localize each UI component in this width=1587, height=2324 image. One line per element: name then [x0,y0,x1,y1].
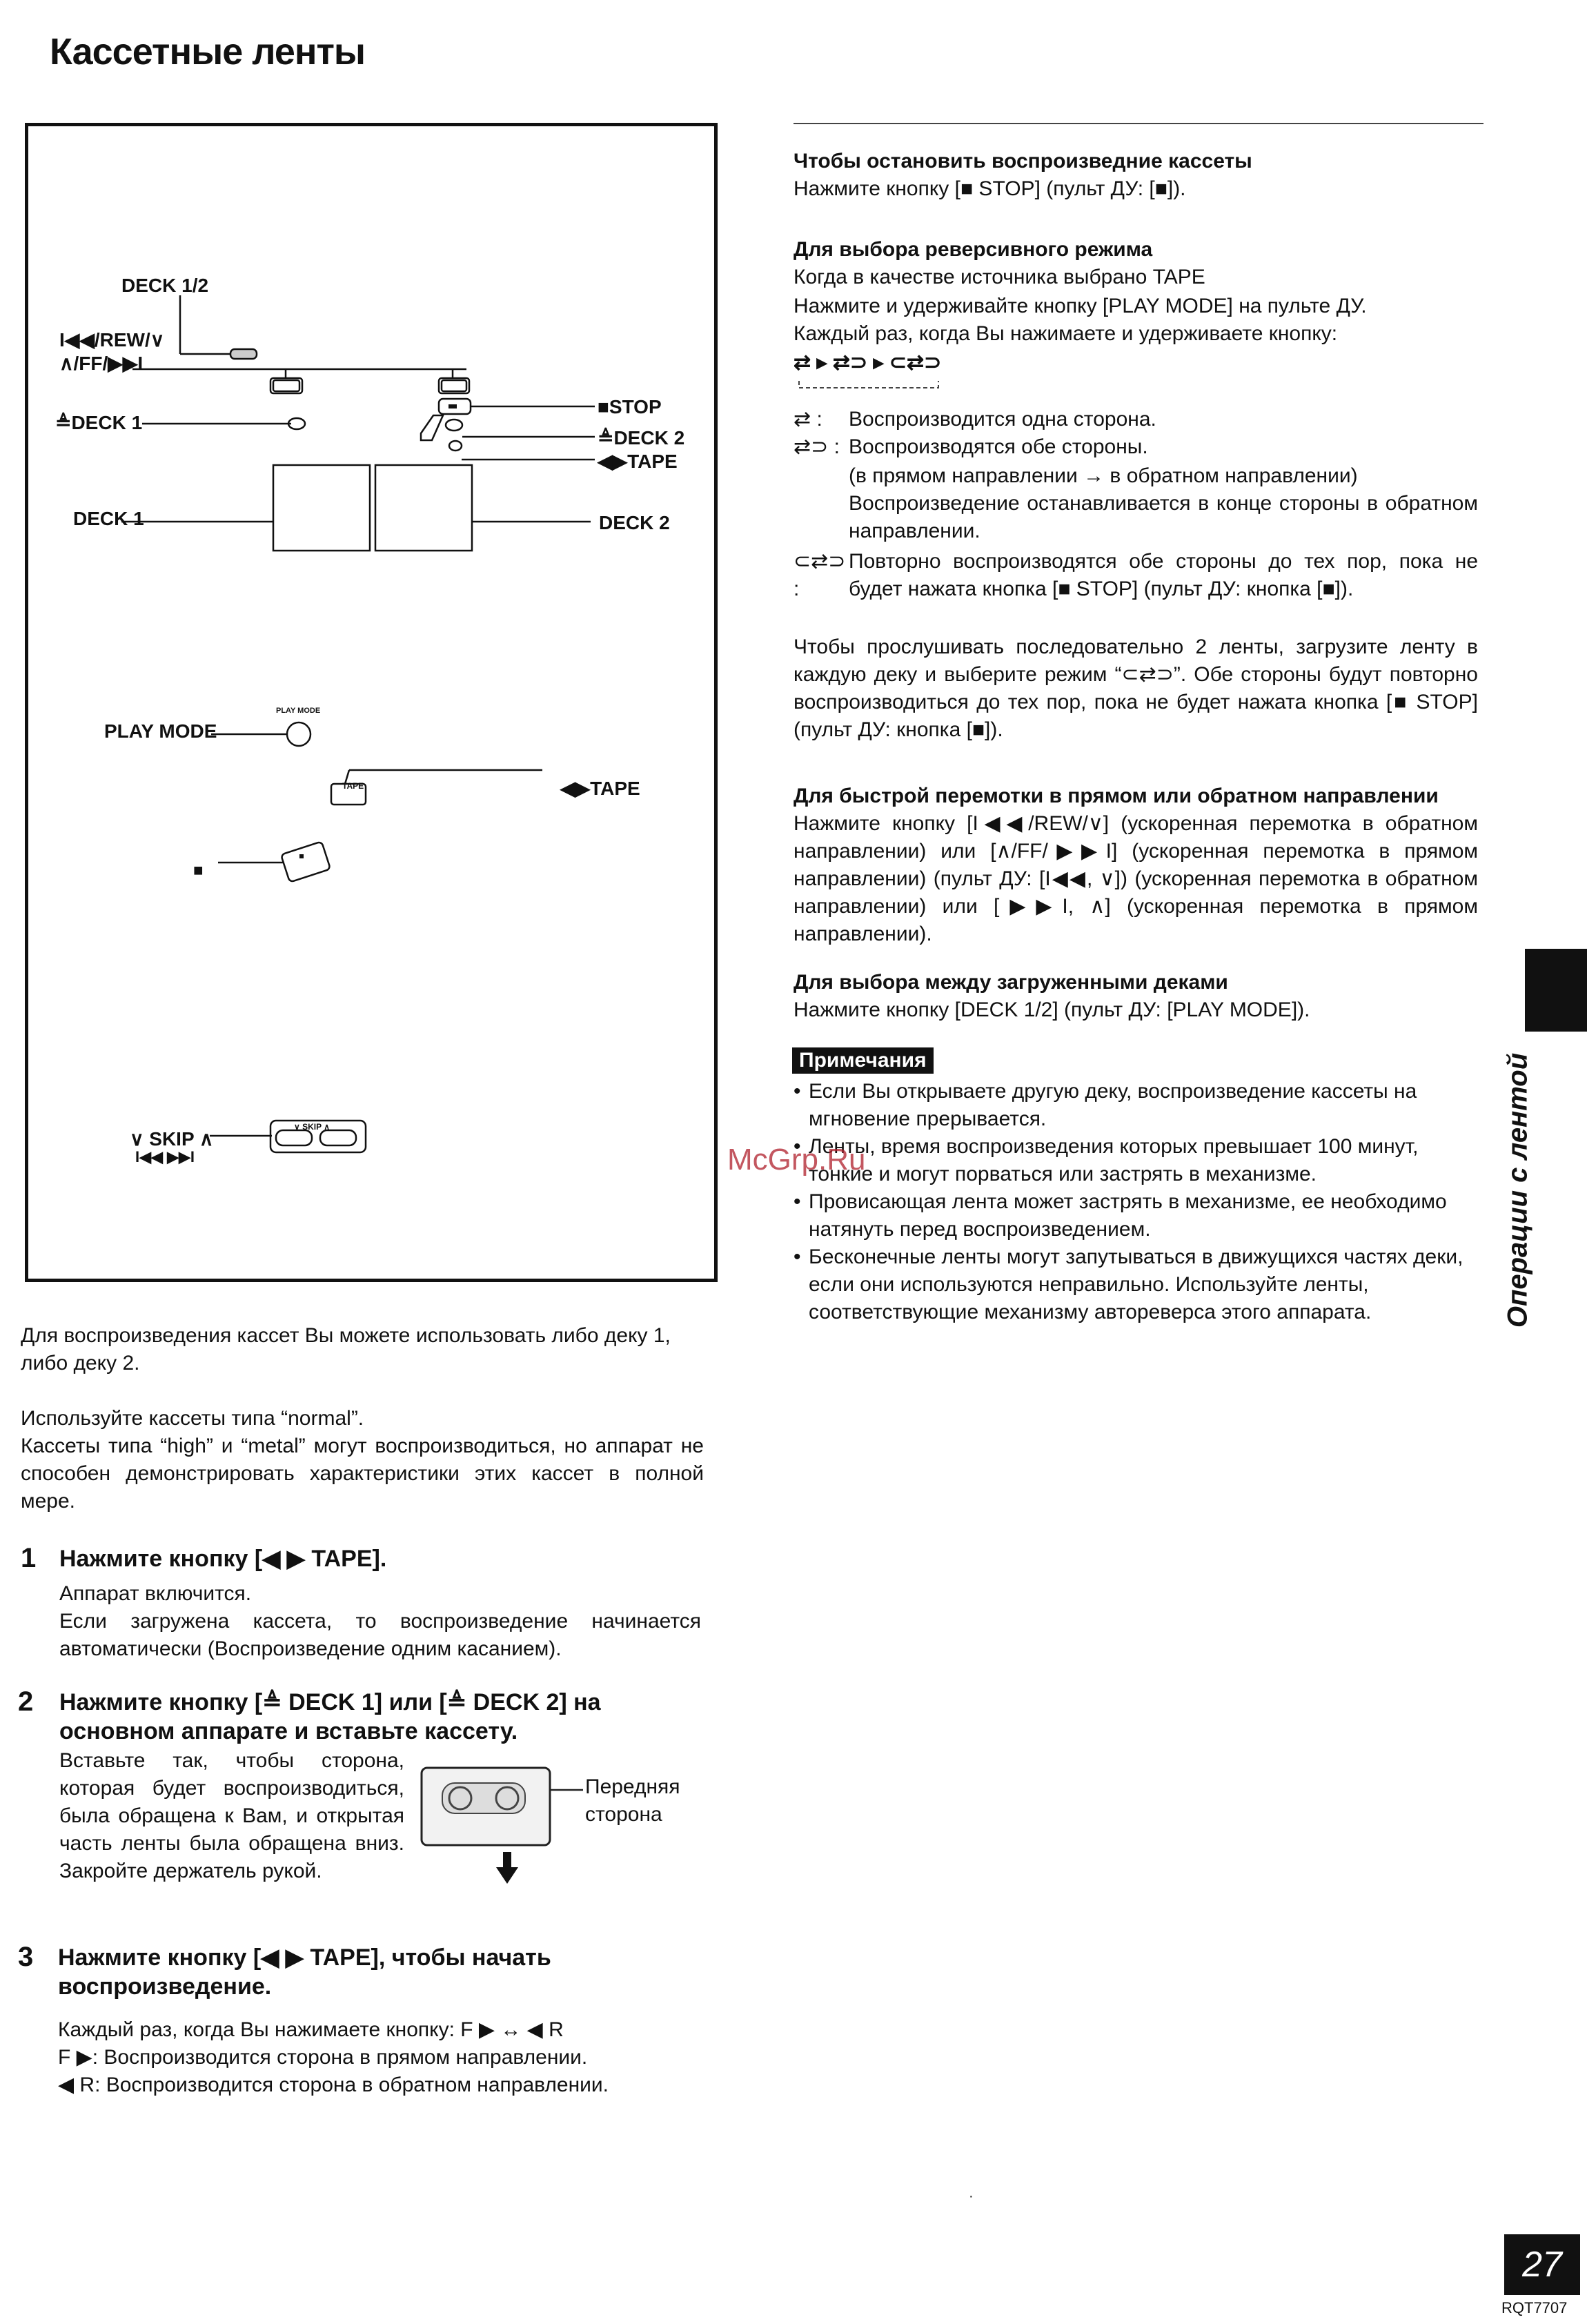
step1-title: Нажмите кнопку [◀ ▶ TAPE]. [59,1546,387,1572]
page-number: 27 [1504,2234,1580,2295]
reverse-sequence: ⇄ ▸ ⇄⊃ ▸ ⊂⇄⊃ [793,351,942,374]
deck1-eject-label: ≜DECK 1 [55,412,143,433]
note-item: • Бесконечные ленты могут запутываться в движущихся частях деки, если они используются неправильно. Используйте ленты, соответствующие механизму автореверса этого аппарата. [793,1243,1478,1326]
types-text-2: Кассеты типа “high” и “metal” могут воспроизводиться, но аппарат не способен демонстрировать характеристики этих кассет в полной мере. [21,1435,704,1513]
deck-select-body: Нажмите кнопку [DECK 1/2] (пульт ДУ: [PLAY MODE]). [793,998,1310,1021]
skip-small-label: ∨ SKIP ∧ [294,1122,331,1132]
intro-text: Для воспроизведения кассет Вы можете использовать либо деку 1, либо деку 2. [21,1324,671,1375]
step2-title: Нажмите кнопку [≜ DECK 1] или [≜ DECK 2] на основном аппарате и вставьте кассету. [59,1689,601,1744]
stop-icon: ■ [193,861,204,880]
stray-dot: · [969,2189,974,2204]
deck2-eject-label: ≜DECK 2 [598,427,685,449]
types-text-1: Используйте кассеты типа “normal”. [21,1407,364,1430]
step3-line2: F ▶: Воспроизводится сторона в прямом направлении. [58,2046,588,2069]
skip-icons-label: I◀◀ ▶▶I [135,1148,195,1165]
step1-line2: Если загружена кассета, то воспроизведение начинается автоматически (Воспроизведение одним касанием). [59,1610,701,1660]
tape-small-label: TAPE [342,781,364,791]
product-code: RQT7707 [1501,2299,1568,2316]
note-item: • Провисающая лента может застрять в механизме, ее необходимо натянуть перед воспроизведением. [793,1188,1478,1243]
note-item: • Если Вы открываете другую деку, воспроизведение кассеты на мгновение прерывается. [793,1078,1478,1133]
section-tab-marker [1525,949,1587,1032]
play-mode-small-label: PLAY MODE [276,707,321,715]
mode1-text: Воспроизводится одна сторона. [849,408,1156,431]
ff-label: ∧/FF/▶▶I [59,353,144,374]
deck-diagram [25,123,718,1282]
watermark: McGrp.Ru [727,1143,866,1176]
mode3-text: Повторно воспроизводятся обе стороны до тех пор, пока не будет нажата кнопка [■ STOP] (пульт ДУ: кнопка [■]). [849,550,1478,600]
reverse-line1: Когда в качестве источника выбрано TAPE [793,266,1205,288]
rew-label: I◀◀/REW/∨ [59,329,165,351]
front-side-callout: Передняя сторона [585,1775,680,1826]
deck-select-heading: Для выбора между загруженными деками [793,971,1228,994]
stop-heading: Чтобы остановить воспроизведние кассеты [793,150,1252,173]
reverse-heading: Для выбора реверсивного режима [793,238,1153,261]
mode2-note: Воспроизведение останавливается в конце стороны в обратном направлении. [849,492,1478,542]
two-tapes-text: Чтобы прослушивать последовательно 2 ленты, загрузите ленту в каждую деку и выберите режим “⊂⇄⊃”. Обе стороны будут повторно воспроизводиться до тех пор, пока не будет нажата кнопка [■ STOP] (пульт ДУ: кнопка [■]). [793,636,1478,741]
notes-list [793,1078,1478,1326]
deck12-label: DECK 1/2 [121,275,209,296]
cassette-illustration [417,1764,597,1888]
page-title: Кассетные ленты [50,31,366,72]
tape-label: ◀▶TAPE [598,451,678,472]
tape2-label: ◀▶TAPE [560,778,640,799]
mode1-symbol: ⇄ : [793,408,822,431]
deck2-label: DECK 2 [599,512,670,533]
mode2-text: Воспроизводятся обе стороны. [849,435,1148,458]
step1-number: 1 [21,1543,37,1573]
deck1-label: DECK 1 [73,508,144,529]
reverse-line2: Нажмите и удерживайте кнопку [PLAY MODE] на пульте ДУ. [793,295,1367,317]
ff-heading: Для быстрой перемотки в прямом или обратном направлении [793,785,1439,807]
mode3-symbol: ⊂⇄⊃ : [793,550,846,600]
ff-body: Нажмите кнопку [I◀◀/REW/∨] (ускоренная перемотка в обратном направлении) или [∧/FF/▶▶I] (ускоренная перемотка в прямом направлении) (пульт ДУ: [I◀◀, ∨]) (ускоренная перемотка в обратном направлении) или [▶▶I, ∧] (ускоренная перемотка в прямом направлении). [793,812,1478,945]
step2-body: Вставьте так, чтобы сторона, которая будет воспроизводиться, была обращена к Вам, и открытая часть ленты была обращена вниз. Закройте держатель рукой. [59,1749,404,1882]
section-tab-label: Операции с лентой [1502,1052,1533,1328]
section-tab-label-box [1490,1049,1546,1332]
stop-label: ■STOP [598,396,662,417]
step3-line1: Каждый раз, когда Вы нажимаете кнопку: F ▶ ↔ ◀ R [58,2018,564,2041]
skip-label: ∨ SKIP ∧ [130,1128,214,1150]
mode2-symbol: ⇄⊃ : [793,435,840,458]
mode2-direction: (в прямом направлении → в обратном направлении) [849,464,1358,487]
stop-body: Нажмите кнопку [■ STOP] (пульт ДУ: [■]). [793,177,1186,200]
step2-number: 2 [18,1686,34,1717]
step3-title: Нажмите кнопку [◀ ▶ TAPE], чтобы начать воспроизведение. [58,1944,551,2000]
notes-badge: Примечания [792,1047,934,1074]
note-item: • Ленты, время воспроизведения которых превышает 100 минут, тонкие и могут порваться или застрять в механизме. [793,1133,1478,1188]
top-rule [793,123,1483,124]
step3-line3: ◀ R: Воспроизводится сторона в обратном направлении. [58,2074,609,2096]
step3-number: 3 [18,1942,34,1972]
reverse-sequence-return-arrow [793,378,952,392]
reverse-line3: Каждый раз, когда Вы нажимаете и удерживаете кнопку: [793,322,1338,345]
step1-line1: Аппарат включится. [59,1582,252,1605]
play-mode-label: PLAY MODE [104,720,217,742]
